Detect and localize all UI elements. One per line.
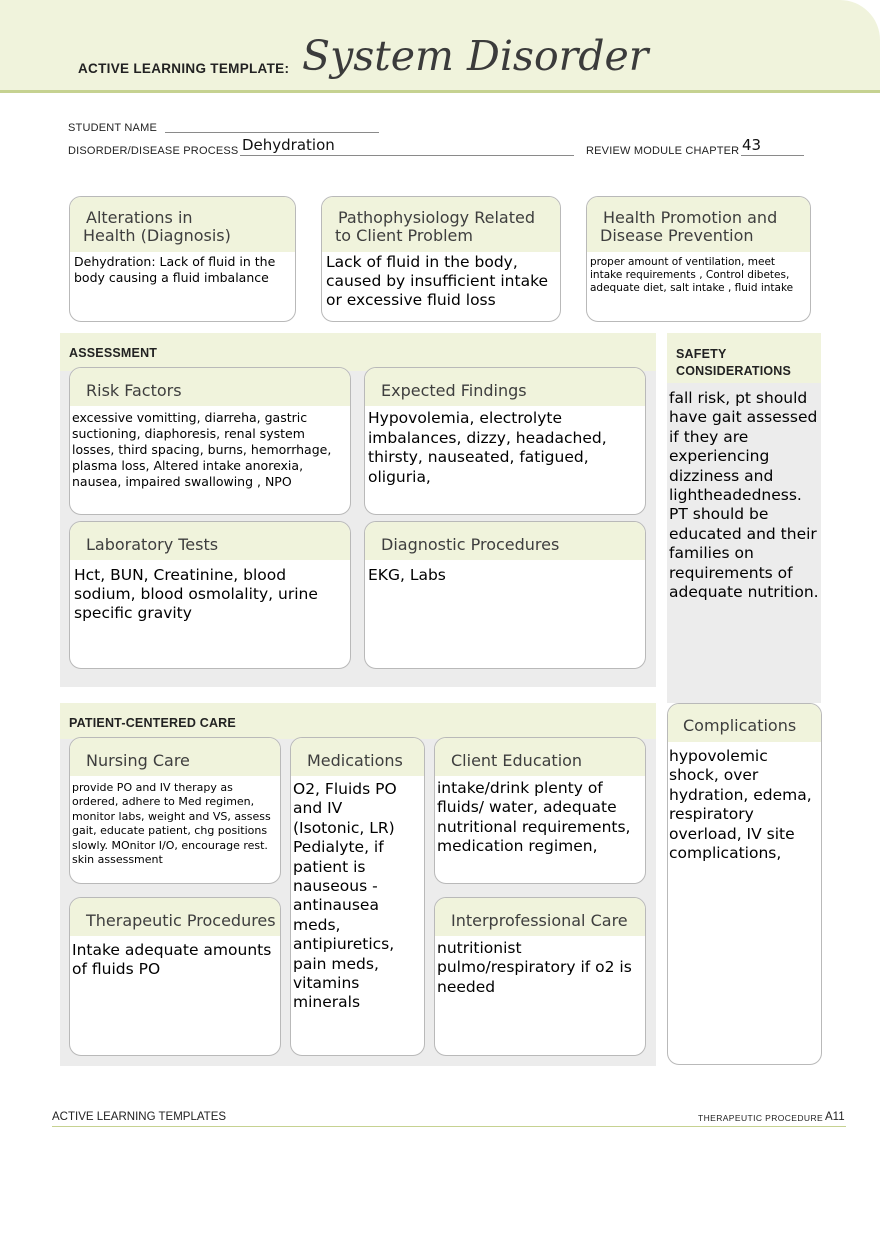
expected-findings-content: Hypovolemia, electrolyte imbalances, dizzy, headached, thirsty, nauseated, fatigued, oliguria,	[368, 409, 607, 486]
footer-left: ACTIVE LEARNING TEMPLATES	[52, 1111, 227, 1123]
laboratory-tests-box	[69, 521, 351, 669]
alterations-box	[69, 196, 296, 322]
complications-title: Complications	[668, 704, 821, 742]
nursing-care-content: provide PO and IV therapy as ordered, adhere to Med regimen, monitor labs, weight and VS, assess gait, educate patient, chg positions slowly. MOnitor I/O, encourage rest. skin assessment	[72, 781, 271, 867]
alterations-title-2: Health (Diagnosis)	[83, 226, 231, 245]
health-promotion-content: proper amount of ventilation, meet intake requirements , Control dibetes, adequate diet, salt intake , fluid intake	[590, 256, 794, 294]
diagnostic-procedures-box	[364, 521, 646, 669]
pathophysiology-box	[321, 196, 561, 322]
footer-rule	[52, 1126, 846, 1127]
diagnostic-procedures-content: EKG, Labs	[368, 566, 446, 584]
therapeutic-procedures-box	[69, 897, 281, 1056]
client-education-box	[434, 737, 646, 884]
complications-box	[667, 703, 822, 1065]
complications-content: hypovolemic shock, over hydration, edema, respiratory overload, IV site complications,	[669, 747, 812, 863]
alterations-content: Dehydration: Lack of fluid in the body causing a fluid imbalance	[74, 254, 276, 285]
health-promotion-title-1: Health Promotion and	[603, 208, 778, 227]
medications-box	[290, 737, 425, 1056]
disorder-value: Dehydration	[242, 136, 335, 154]
expected-findings-box	[364, 367, 646, 515]
risk-factors-title: Risk Factors	[70, 368, 350, 406]
template-label: ACTIVE LEARNING TEMPLATE:	[78, 61, 290, 76]
footer-right-label: THERAPEUTIC PROCEDURE	[698, 1113, 824, 1123]
pathophysiology-content: Lack of fluid in the body, caused by insufficient intake or excessive fluid loss	[326, 253, 549, 309]
client-education-title: Client Education	[435, 738, 645, 776]
student-name-label: STUDENT NAME	[68, 122, 157, 134]
medications-title: Medications	[291, 738, 424, 776]
chapter-value: 43	[742, 136, 762, 154]
therapeutic-procedures-content: Intake adequate amounts of fluids PO	[72, 941, 272, 979]
alterations-title-1: Alterations in	[86, 208, 193, 227]
diagnostic-procedures-title: Diagnostic Procedures	[365, 522, 645, 560]
interprofessional-care-content: nutritionist pulmo/respiratory if o2 is needed	[437, 939, 632, 996]
safety-content: fall risk, pt should have gait assessed if they are experiencing dizziness and lightheadedness. PT should be educated and their families on requirements of adequate nutrition.	[669, 389, 819, 602]
pathophysiology-title-2: to Client Problem	[335, 226, 473, 245]
interprofessional-care-box	[434, 897, 646, 1056]
health-promotion-title-2: Disease Prevention	[600, 226, 754, 245]
risk-factors-content: excessive vomitting, diarreha, gastric suctioning, diaphoresis, renal system losses, third spacing, burns, hemorrhage, plasma loss, Altered intake anorexia, nausea, impaired swallowing , NPO	[72, 410, 332, 489]
health-promotion-box	[586, 196, 811, 322]
chapter-label: REVIEW MODULE CHAPTER	[586, 145, 740, 157]
footer-page-number: A11	[825, 1111, 845, 1123]
safety-label-2: CONSIDERATIONS	[676, 364, 792, 378]
medications-content: O2, Fluids PO and IV (Isotonic, LR) Pedialyte, if patient is nauseous - antinausea meds, antipiuretics, pain meds, vitamins minerals	[293, 780, 397, 1012]
pathophysiology-title-1: Pathophysiology Related	[338, 208, 535, 227]
disorder-label: DISORDER/DISEASE PROCESS	[68, 145, 239, 157]
therapeutic-procedures-title: Therapeutic Procedures	[70, 898, 280, 936]
student-name-field[interactable]	[165, 132, 379, 133]
patient-care-label: PATIENT-CENTERED CARE	[69, 716, 236, 730]
disorder-field[interactable]	[240, 155, 574, 156]
expected-findings-title: Expected Findings	[365, 368, 645, 406]
risk-factors-box	[69, 367, 351, 515]
safety-label	[676, 346, 791, 380]
interprofessional-care-title: Interprofessional Care	[435, 898, 645, 936]
assessment-label: ASSESSMENT	[69, 346, 158, 360]
chapter-field[interactable]	[741, 155, 804, 156]
safety-label-1: SAFETY	[676, 347, 727, 361]
laboratory-tests-content: Hct, BUN, Creatinine, blood sodium, blood osmolality, urine specific gravity	[74, 566, 318, 622]
template-title: System Disorder	[302, 32, 649, 80]
nursing-care-title: Nursing Care	[70, 738, 280, 776]
client-education-content: intake/drink plenty of fluids/ water, adequate nutritional requirements, medication regimen,	[437, 779, 631, 856]
laboratory-tests-title: Laboratory Tests	[70, 522, 350, 560]
nursing-care-box	[69, 737, 281, 884]
